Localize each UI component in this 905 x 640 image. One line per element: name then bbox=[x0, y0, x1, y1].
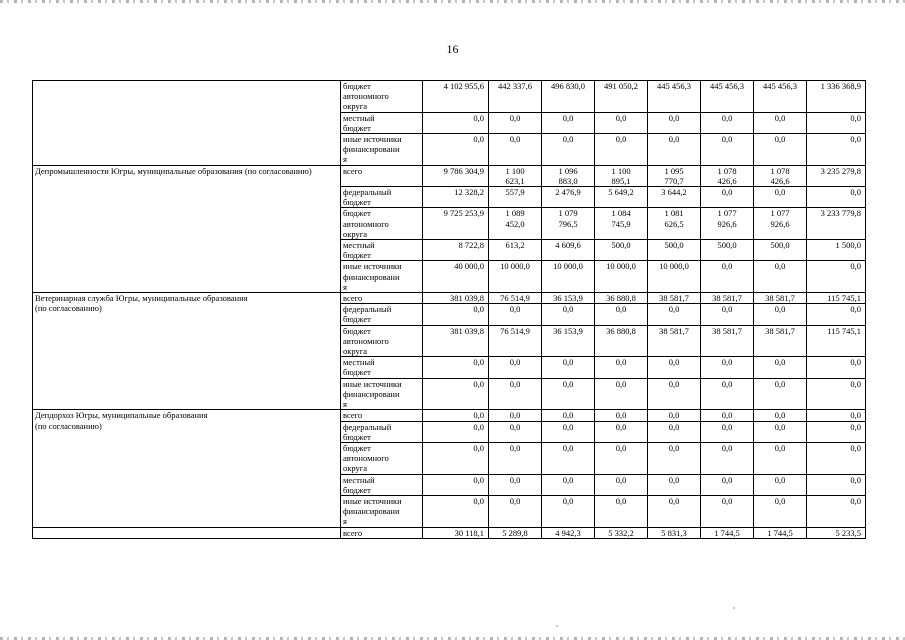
value-cell: 0,0 bbox=[489, 304, 542, 325]
value-cell: 0,0 bbox=[542, 495, 595, 527]
funding-source-cell: федеральный бюджет bbox=[341, 304, 423, 325]
funding-table-body bbox=[33, 81, 866, 539]
value-cell: 0,0 bbox=[423, 304, 489, 325]
table-row bbox=[33, 81, 866, 113]
value-cell: 36 880,8 bbox=[595, 293, 648, 304]
funding-source-cell: всего bbox=[341, 527, 423, 538]
organization-cell bbox=[33, 81, 341, 166]
value-cell: 10 000,0 bbox=[648, 261, 701, 293]
value-cell: 0,0 bbox=[807, 261, 866, 293]
value-cell: 1 500,0 bbox=[807, 240, 866, 261]
value-cell: 496 830,0 bbox=[542, 81, 595, 113]
value-cell: 613,2 bbox=[489, 240, 542, 261]
value-cell: 0,0 bbox=[701, 495, 754, 527]
value-cell: 0,0 bbox=[595, 410, 648, 421]
value-cell: 500,0 bbox=[648, 240, 701, 261]
funding-source-cell: всего bbox=[341, 165, 423, 186]
funding-source-cell: бюджет автономного округа bbox=[341, 325, 423, 357]
value-cell: 0,0 bbox=[754, 357, 807, 378]
value-cell: 1 079 796,5 bbox=[542, 208, 595, 240]
value-cell: 0,0 bbox=[648, 134, 701, 166]
value-cell: 381 039,8 bbox=[423, 293, 489, 304]
value-cell: 115 745,1 bbox=[807, 293, 866, 304]
value-cell: 38 581,7 bbox=[648, 325, 701, 357]
value-cell: 30 118,1 bbox=[423, 527, 489, 538]
value-cell: 0,0 bbox=[807, 378, 866, 410]
value-cell: 500,0 bbox=[754, 240, 807, 261]
value-cell: 0,0 bbox=[701, 474, 754, 495]
value-cell: 0,0 bbox=[701, 357, 754, 378]
value-cell: 0,0 bbox=[542, 304, 595, 325]
value-cell: 0,0 bbox=[807, 410, 866, 421]
value-cell: 0,0 bbox=[542, 410, 595, 421]
funding-source-cell: иные источники финансировани я bbox=[341, 495, 423, 527]
value-cell: 0,0 bbox=[807, 134, 866, 166]
value-cell: 0,0 bbox=[807, 187, 866, 208]
value-cell: 0,0 bbox=[701, 134, 754, 166]
value-cell: 0,0 bbox=[423, 474, 489, 495]
value-cell: 2 476,9 bbox=[542, 187, 595, 208]
value-cell: 40 000,0 bbox=[423, 261, 489, 293]
value-cell: 0,0 bbox=[489, 442, 542, 474]
value-cell: 1 089 452,0 bbox=[489, 208, 542, 240]
value-cell: 0,0 bbox=[807, 442, 866, 474]
value-cell: 1 096 883,0 bbox=[542, 165, 595, 186]
value-cell: 1 077 926,6 bbox=[754, 208, 807, 240]
funding-source-cell: иные источники финансировани я bbox=[341, 378, 423, 410]
value-cell: 0,0 bbox=[542, 474, 595, 495]
value-cell: 0,0 bbox=[701, 187, 754, 208]
value-cell: 0,0 bbox=[489, 134, 542, 166]
funding-source-cell: федеральный бюджет bbox=[341, 421, 423, 442]
page-number: 16 bbox=[446, 42, 459, 56]
value-cell: 0,0 bbox=[754, 304, 807, 325]
value-cell: 0,0 bbox=[595, 378, 648, 410]
value-cell: 0,0 bbox=[489, 410, 542, 421]
value-cell: 3 233 779,8 bbox=[807, 208, 866, 240]
value-cell: 1 084 745,9 bbox=[595, 208, 648, 240]
value-cell: 5 332,2 bbox=[595, 527, 648, 538]
value-cell: 1 078 426,6 bbox=[701, 165, 754, 186]
value-cell: 0,0 bbox=[807, 112, 866, 133]
scan-edge-top bbox=[0, 0, 905, 3]
value-cell: 0,0 bbox=[542, 134, 595, 166]
value-cell: 5 289,8 bbox=[489, 527, 542, 538]
value-cell: 0,0 bbox=[701, 442, 754, 474]
value-cell: 0,0 bbox=[489, 378, 542, 410]
value-cell: 0,0 bbox=[423, 410, 489, 421]
value-cell: 0,0 bbox=[648, 112, 701, 133]
value-cell: 4 609,6 bbox=[542, 240, 595, 261]
value-cell: 0,0 bbox=[701, 421, 754, 442]
value-cell: 5 831,3 bbox=[648, 527, 701, 538]
funding-source-cell: иные источники финансировани я bbox=[341, 134, 423, 166]
value-cell: 0,0 bbox=[648, 357, 701, 378]
funding-source-cell: бюджет автономного округа bbox=[341, 208, 423, 240]
value-cell: 0,0 bbox=[423, 442, 489, 474]
value-cell: 0,0 bbox=[648, 421, 701, 442]
value-cell: 1 095 770,7 bbox=[648, 165, 701, 186]
value-cell: 0,0 bbox=[648, 410, 701, 421]
value-cell: 38 581,7 bbox=[754, 325, 807, 357]
value-cell: 0,0 bbox=[648, 474, 701, 495]
value-cell: 10 000,0 bbox=[489, 261, 542, 293]
funding-source-cell: местный бюджет bbox=[341, 112, 423, 133]
organization-cell bbox=[33, 527, 341, 538]
value-cell: 0,0 bbox=[489, 421, 542, 442]
scan-speck bbox=[556, 625, 558, 627]
value-cell: 38 581,7 bbox=[754, 293, 807, 304]
value-cell: 0,0 bbox=[423, 112, 489, 133]
value-cell: 1 100 623,1 bbox=[489, 165, 542, 186]
value-cell: 0,0 bbox=[754, 410, 807, 421]
value-cell: 10 000,0 bbox=[542, 261, 595, 293]
value-cell: 0,0 bbox=[807, 304, 866, 325]
value-cell: 38 581,7 bbox=[648, 293, 701, 304]
value-cell: 12 328,2 bbox=[423, 187, 489, 208]
value-cell: 0,0 bbox=[595, 304, 648, 325]
value-cell: 0,0 bbox=[542, 421, 595, 442]
value-cell: 1 077 926,6 bbox=[701, 208, 754, 240]
value-cell: 0,0 bbox=[489, 474, 542, 495]
value-cell: 1 100 895,1 bbox=[595, 165, 648, 186]
value-cell: 0,0 bbox=[701, 410, 754, 421]
funding-source-cell: всего bbox=[341, 410, 423, 421]
value-cell: 0,0 bbox=[807, 421, 866, 442]
value-cell: 0,0 bbox=[701, 261, 754, 293]
value-cell: 0,0 bbox=[489, 357, 542, 378]
value-cell: 0,0 bbox=[648, 378, 701, 410]
funding-source-cell: бюджет автономного округа bbox=[341, 442, 423, 474]
value-cell: 0,0 bbox=[542, 357, 595, 378]
funding-source-cell: иные источники финансировани я bbox=[341, 261, 423, 293]
value-cell: 115 745,1 bbox=[807, 325, 866, 357]
value-cell: 0,0 bbox=[754, 474, 807, 495]
value-cell: 381 039,8 bbox=[423, 325, 489, 357]
value-cell: 0,0 bbox=[542, 112, 595, 133]
value-cell: 76 514,9 bbox=[489, 325, 542, 357]
value-cell: 445 456,3 bbox=[754, 81, 807, 113]
value-cell: 0,0 bbox=[423, 495, 489, 527]
table-row bbox=[33, 293, 866, 304]
value-cell: 1 336 368,9 bbox=[807, 81, 866, 113]
value-cell: 0,0 bbox=[595, 357, 648, 378]
value-cell: 4 102 955,6 bbox=[423, 81, 489, 113]
value-cell: 36 153,9 bbox=[542, 293, 595, 304]
value-cell: 1 744,5 bbox=[701, 527, 754, 538]
value-cell: 0,0 bbox=[489, 112, 542, 133]
value-cell: 3 644,2 bbox=[648, 187, 701, 208]
value-cell: 0,0 bbox=[807, 474, 866, 495]
funding-source-cell: всего bbox=[341, 293, 423, 304]
value-cell: 0,0 bbox=[595, 495, 648, 527]
value-cell: 0,0 bbox=[807, 495, 866, 527]
value-cell: 500,0 bbox=[701, 240, 754, 261]
value-cell: 38 581,7 bbox=[701, 293, 754, 304]
value-cell: 0,0 bbox=[648, 495, 701, 527]
value-cell: 0,0 bbox=[542, 378, 595, 410]
organization-cell: Депромышленности Югры, муниципальные образования (по согласованию) bbox=[33, 165, 341, 292]
table-row bbox=[33, 527, 866, 538]
value-cell: 0,0 bbox=[648, 442, 701, 474]
organization-cell: Депдорхоз Югры, муниципальные образования (по согласованию) bbox=[33, 410, 341, 527]
value-cell: 36 153,9 bbox=[542, 325, 595, 357]
value-cell: 0,0 bbox=[489, 495, 542, 527]
value-cell: 4 942,3 bbox=[542, 527, 595, 538]
value-cell: 0,0 bbox=[423, 378, 489, 410]
value-cell: 76 514,9 bbox=[489, 293, 542, 304]
value-cell: 442 337,6 bbox=[489, 81, 542, 113]
value-cell: 0,0 bbox=[701, 378, 754, 410]
funding-source-cell: бюджет автономного округа bbox=[341, 81, 423, 113]
table-row bbox=[33, 410, 866, 421]
value-cell: 10 000,0 bbox=[595, 261, 648, 293]
value-cell: 0,0 bbox=[754, 421, 807, 442]
value-cell: 0,0 bbox=[423, 421, 489, 442]
value-cell: 491 050,2 bbox=[595, 81, 648, 113]
funding-source-cell: местный бюджет bbox=[341, 357, 423, 378]
value-cell: 1 078 426,6 bbox=[754, 165, 807, 186]
value-cell: 5 649,2 bbox=[595, 187, 648, 208]
funding-source-cell: местный бюджет bbox=[341, 240, 423, 261]
value-cell: 445 456,3 bbox=[648, 81, 701, 113]
value-cell: 500,0 bbox=[595, 240, 648, 261]
value-cell: 0,0 bbox=[423, 134, 489, 166]
value-cell: 445 456,3 bbox=[701, 81, 754, 113]
value-cell: 5 233,5 bbox=[807, 527, 866, 538]
value-cell: 3 235 279,8 bbox=[807, 165, 866, 186]
value-cell: 0,0 bbox=[754, 134, 807, 166]
value-cell: 1 081 626,5 bbox=[648, 208, 701, 240]
value-cell: 0,0 bbox=[754, 495, 807, 527]
value-cell: 0,0 bbox=[648, 304, 701, 325]
funding-source-cell: местный бюджет bbox=[341, 474, 423, 495]
value-cell: 36 880,8 bbox=[595, 325, 648, 357]
value-cell: 1 744,5 bbox=[754, 527, 807, 538]
value-cell: 0,0 bbox=[754, 378, 807, 410]
value-cell: 9 725 253,9 bbox=[423, 208, 489, 240]
value-cell: 0,0 bbox=[595, 442, 648, 474]
value-cell: 0,0 bbox=[754, 187, 807, 208]
organization-cell: Ветеринарная служба Югры, муниципальные образования (по согласованию) bbox=[33, 293, 341, 410]
value-cell: 0,0 bbox=[595, 474, 648, 495]
value-cell: 0,0 bbox=[754, 112, 807, 133]
value-cell: 0,0 bbox=[542, 442, 595, 474]
value-cell: 557,9 bbox=[489, 187, 542, 208]
value-cell: 0,0 bbox=[701, 304, 754, 325]
value-cell: 0,0 bbox=[595, 421, 648, 442]
scan-speck bbox=[733, 607, 735, 609]
value-cell: 0,0 bbox=[423, 357, 489, 378]
table-row bbox=[33, 165, 866, 186]
value-cell: 0,0 bbox=[754, 261, 807, 293]
funding-table bbox=[32, 80, 866, 539]
value-cell: 0,0 bbox=[807, 357, 866, 378]
funding-source-cell: федеральный бюджет bbox=[341, 187, 423, 208]
value-cell: 38 581,7 bbox=[701, 325, 754, 357]
value-cell: 0,0 bbox=[701, 112, 754, 133]
value-cell: 8 722,8 bbox=[423, 240, 489, 261]
value-cell: 0,0 bbox=[595, 112, 648, 133]
value-cell: 0,0 bbox=[754, 442, 807, 474]
value-cell: 9 786 304,9 bbox=[423, 165, 489, 186]
value-cell: 0,0 bbox=[595, 134, 648, 166]
